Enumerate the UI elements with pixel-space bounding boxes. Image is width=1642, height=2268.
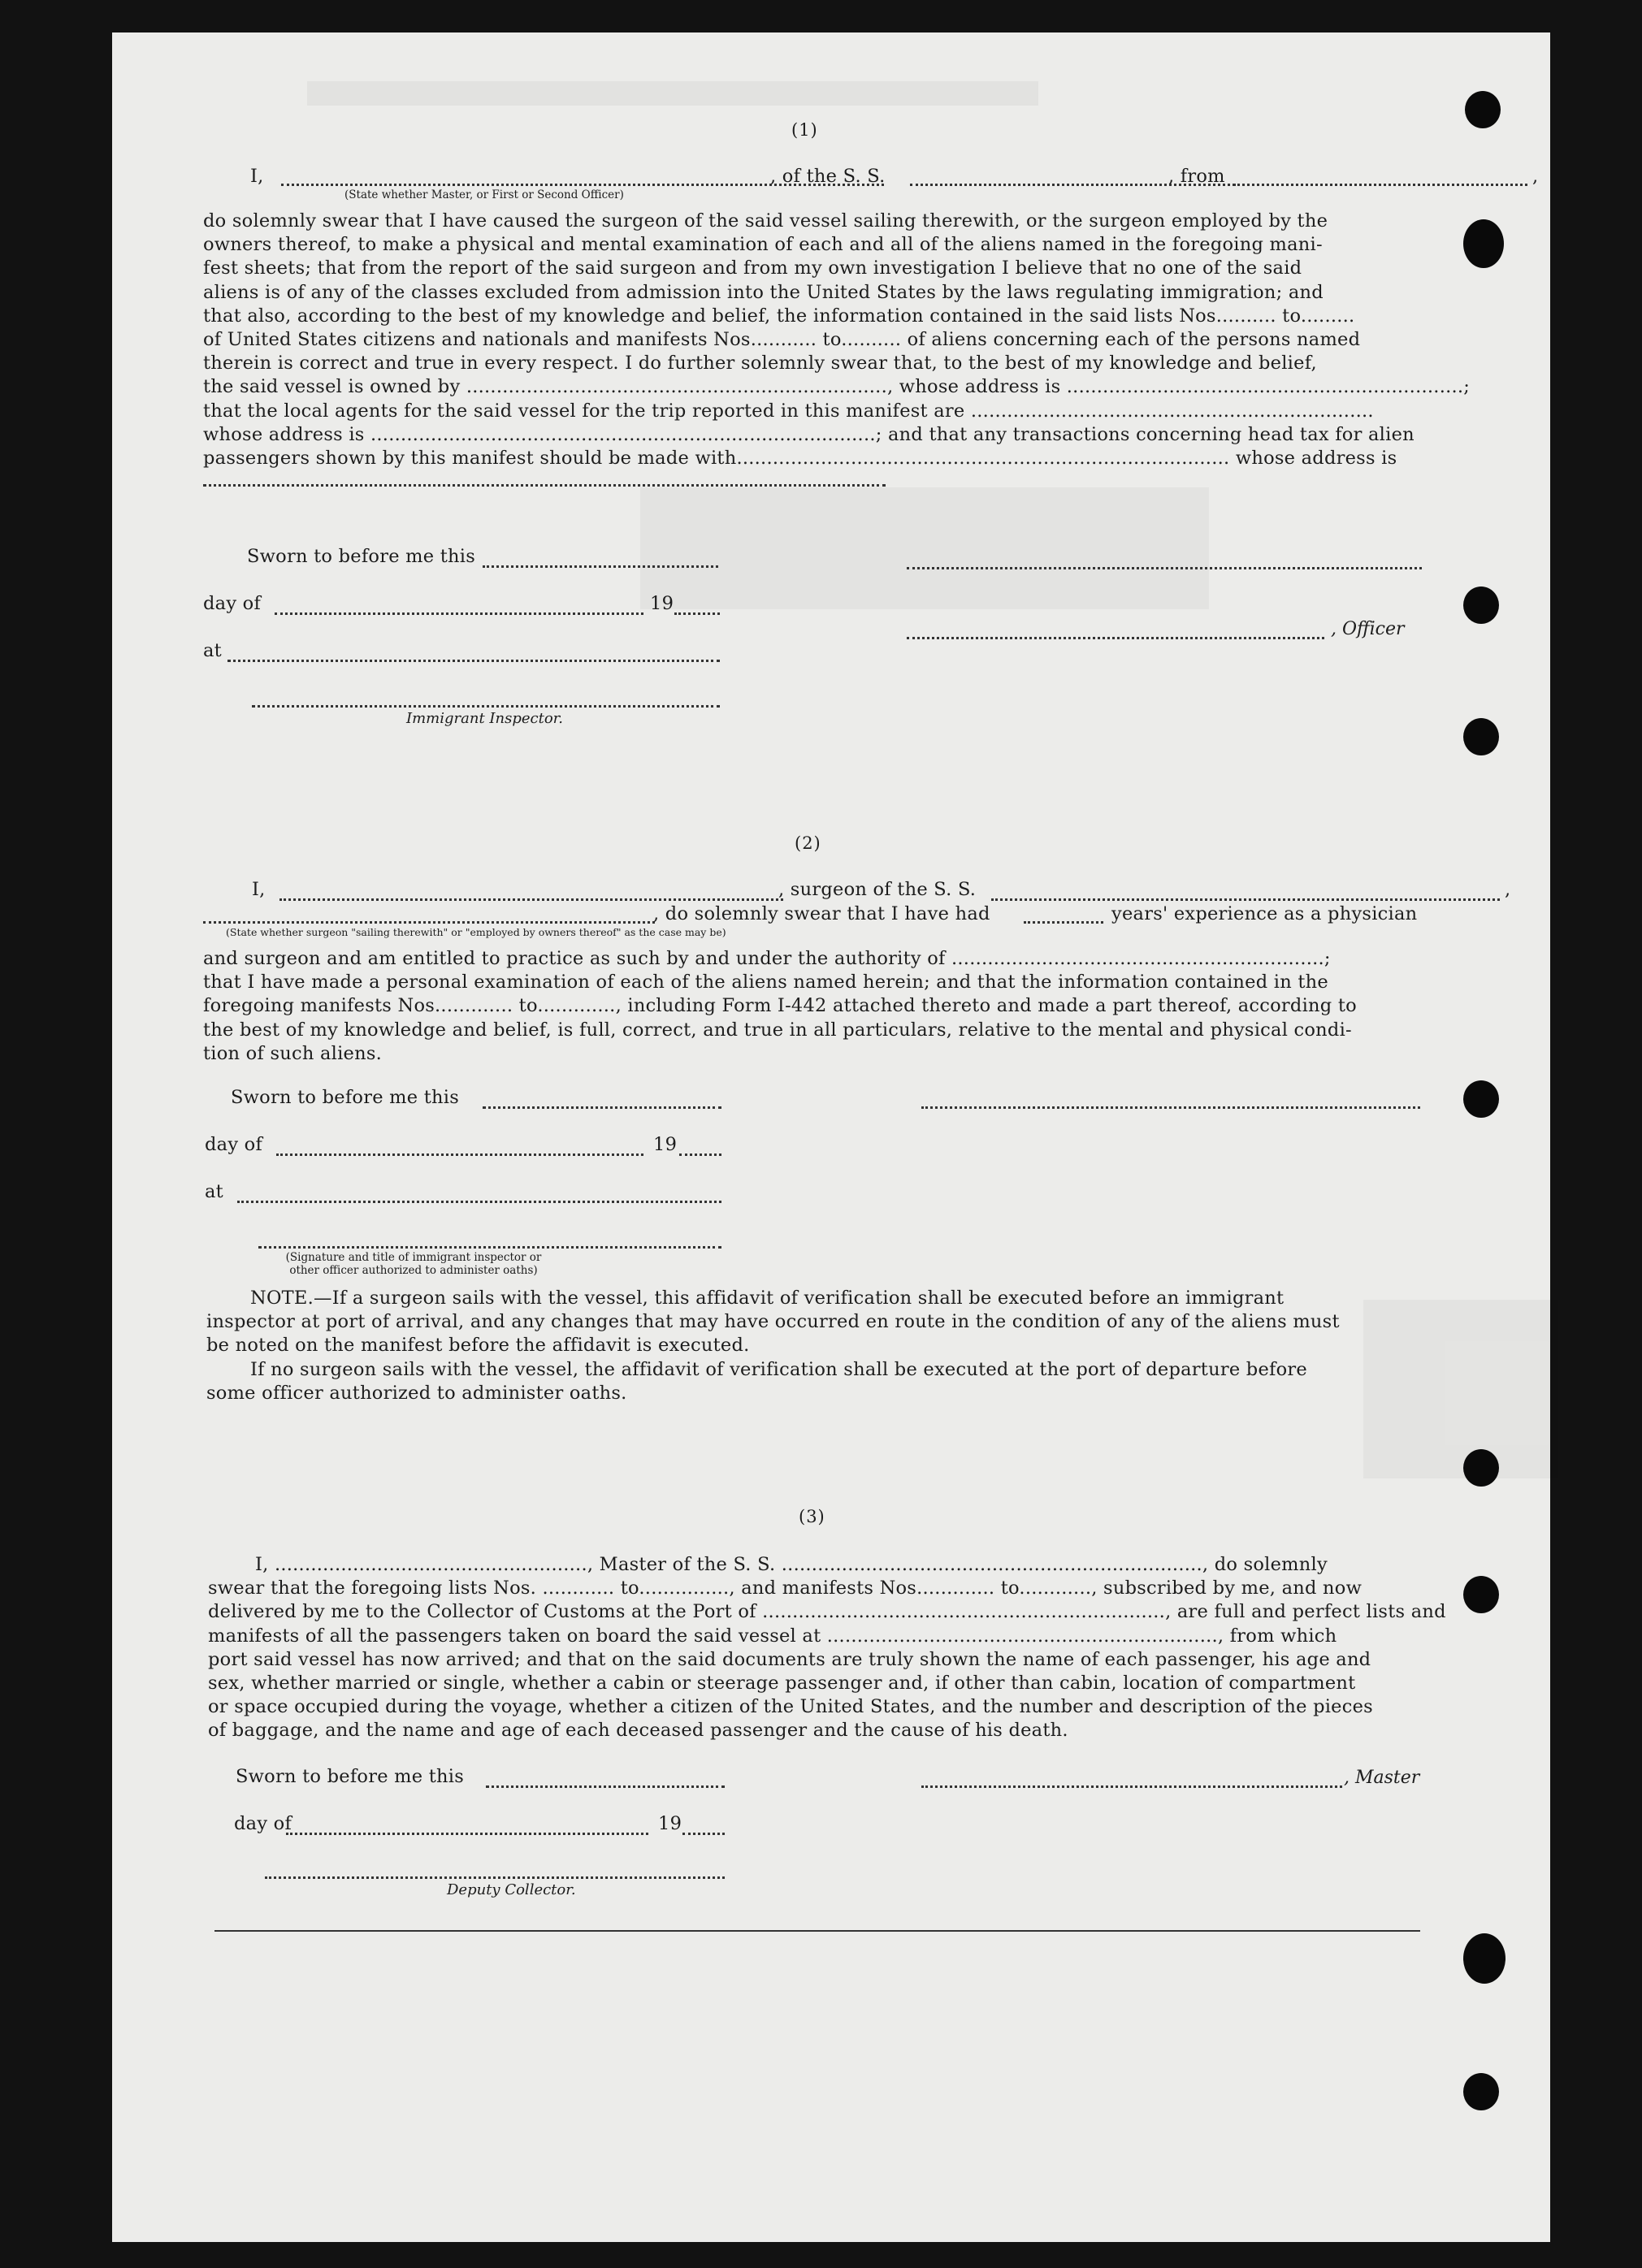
body-line: the said vessel is owned by ......................................................................, whose address is ..................................................................; [203,376,1471,398]
punch-hole [1463,1080,1499,1118]
punch-hole [1463,586,1499,624]
sworn-date-field[interactable] [486,1785,725,1788]
manifest-back-page [112,32,1550,2242]
sworn-label: Sworn to before me this [236,1766,465,1787]
day-of-field[interactable] [276,1153,643,1156]
signature-caption: other officer authorized to administer oaths) [289,1264,538,1277]
body-line: do solemnly swear that I have caused the surgeon of the said vessel sailing therewith, or the surgeon employed by the [203,210,1328,232]
year-field[interactable] [674,612,720,615]
body-line: foregoing manifests Nos............. to............., including Form I-442 attached thereto and made a part thereof, according to [203,995,1357,1017]
deputy-signature-field[interactable] [265,1876,725,1879]
note-line: be noted on the manifest before the affidavit is executed. [206,1335,750,1357]
at-label: at [205,1181,223,1202]
body-line: swear that the foregoing lists Nos. ............ to..............., and manifests Nos............. to............, subscribed by me, and now [208,1578,1363,1599]
body-line: therein is correct and true in every respect. I do further solemnly swear that, to the best of my knowledge and belief, [203,353,1317,374]
punch-hole [1465,91,1501,128]
sworn-label: Sworn to before me this [247,546,476,567]
officer-caption: (State whether Master, or First or Second Officer) [344,188,624,201]
year-field[interactable] [682,1833,725,1835]
master-caption: , Master [1344,1768,1420,1788]
immigrant-inspector-caption: Immigrant Inspector. [406,710,564,727]
bottom-rule [214,1930,1420,1932]
year-label: 19 [650,593,674,614]
years-physician-label: years' experience as a physician [1111,903,1418,924]
day-of-field[interactable] [275,612,643,615]
section-1-number: (1) [791,120,818,140]
section-1-body [203,210,1536,470]
year-label: 19 [653,1134,678,1155]
master-signature-field[interactable] [921,1785,1342,1788]
body-line: that also, according to the best of my knowledge and belief, the information contained in the said lists Nos.......... to......... [203,305,1355,327]
deputy-collector-caption: Deputy Collector. [447,1881,576,1898]
body-line: port said vessel has now arrived; and that on the said documents are truly shown the name of each passenger, his age and [208,1648,1371,1670]
surgeon-caption: (State whether surgeon "sailing therewith" or "employed by owners thereof" as the case may be) [226,926,726,938]
sworn-label: Sworn to before me this [231,1087,460,1108]
vessel-name-field[interactable] [910,184,1284,186]
body-line: manifests of all the passengers taken on board the said vessel at ................................................................., from which [208,1625,1337,1647]
body-line: the best of my knowledge and belief, is full, correct, and true in all particulars, relative to the mental and physical condi- [203,1019,1352,1041]
signature-caption: (Signature and title of immigrant inspector or [285,1251,542,1264]
body-line: I, ...................................................., Master of the S. S. ......................................................................, do solemnly [255,1554,1328,1575]
bleed-through-block [307,81,1038,106]
punch-hole [1463,1933,1506,1984]
day-of-label: day of [203,593,262,614]
punch-hole [1463,1449,1499,1487]
body-line: tion of such aliens. [203,1042,383,1064]
years-experience-field[interactable] [1024,921,1103,924]
surgeon-status-field[interactable] [203,921,655,924]
section-1-first-line [250,166,264,187]
surgeon-signature-field[interactable] [921,1106,1420,1109]
body-line: passengers shown by this manifest should be made with.................................................................................. whose address is [203,448,1397,470]
note-line: If no surgeon sails with the vessel, the affidavit of verification shall be executed at the port of departure before [250,1358,1307,1380]
body-line: aliens is of any of the classes excluded from admission into the United States by the laws regulating immigration; and [203,281,1324,303]
body-line: whose address is ....................................................................................; and that any transactions concerning head tax for alien [203,423,1415,445]
officer-signature-line-1[interactable] [907,567,1422,569]
body-line: that I have made a personal examination of each of the aliens named herein; and that the information contained in the [203,972,1328,993]
body-line: fest sheets; that from the report of the said surgeon and from my own investigation I believe that no one of the said [203,258,1302,279]
surgeon-vessel-field[interactable] [991,898,1500,901]
sworn-date-field[interactable] [483,565,718,568]
note-line: some officer authorized to administer oaths. [206,1382,627,1404]
swear-years-label: , do solemnly swear that I have had [653,903,990,924]
body-line: delivered by me to the Collector of Customs at the Port of ..................................................................., are full and perfect lists and [208,1601,1446,1623]
body-line: or space occupied during the voyage, whether a citizen of the United States, and the number and description of the pieces [208,1696,1373,1718]
section-2-number: (2) [795,833,821,853]
surgeon-of-ss-label: , surgeon of the S. S. [778,879,977,900]
year-label: 19 [658,1813,682,1834]
note-line: NOTE.—If a surgeon sails with the vessel, this affidavit of verification shall be executed before an immigrant [250,1288,1285,1309]
day-of-field[interactable] [286,1833,648,1835]
surgeon-name-field[interactable] [279,898,783,901]
agent-address-field[interactable] [203,484,886,487]
body-line: that the local agents for the said vessel for the trip reported in this manifest are ................................................................... [203,400,1374,422]
body-line: owners thereof, to make a physical and mental examination of each and all of the aliens named in the foregoing mani- [203,234,1323,256]
punch-hole [1463,2073,1499,2110]
section-2-body [203,947,1536,1066]
section-3-number: (3) [799,1507,825,1526]
i-label: I, [250,166,264,187]
body-line: of United States citizens and nationals and manifests Nos........... to.......... of aliens concerning each of the persons named [203,329,1361,351]
from-label: , from [1168,166,1225,187]
surgeon-note [206,1287,1539,1405]
body-line: sex, whether married or single, whether a cabin or steerage passenger and, if other than cabin, location of compartment [208,1673,1356,1695]
of-ss-label: , of the S. S. [770,166,886,187]
note-line: inspector at port of arrival, and any changes that may have occurred en route in the condition of any of the aliens must [206,1311,1340,1333]
year-field[interactable] [679,1153,721,1156]
at-field[interactable] [237,1201,721,1203]
at-label: at [203,640,222,661]
day-of-label: day of [205,1134,263,1155]
officer-caption: , Officer [1331,619,1405,639]
sworn-date-field[interactable] [483,1106,721,1109]
body-line: and surgeon and am entitled to practice as such by and under the authority of ..............................................................; [203,948,1331,969]
inspector-signature-field[interactable] [258,1246,721,1249]
punch-hole [1463,718,1499,755]
officer-signature-field[interactable] [907,637,1324,639]
day-of-label: day of [234,1813,292,1834]
inspector-signature-field[interactable] [252,705,720,708]
trail-comma: , [1505,879,1511,900]
departure-port-field[interactable] [1233,184,1527,186]
at-field[interactable] [227,660,720,662]
i-label: I, [252,879,266,900]
section-3-body [208,1553,1540,1743]
body-line: of baggage, and the name and age of each deceased passenger and the cause of his death. [208,1720,1068,1742]
trail-comma: , [1532,166,1539,187]
bleed-through-block [640,487,1209,609]
